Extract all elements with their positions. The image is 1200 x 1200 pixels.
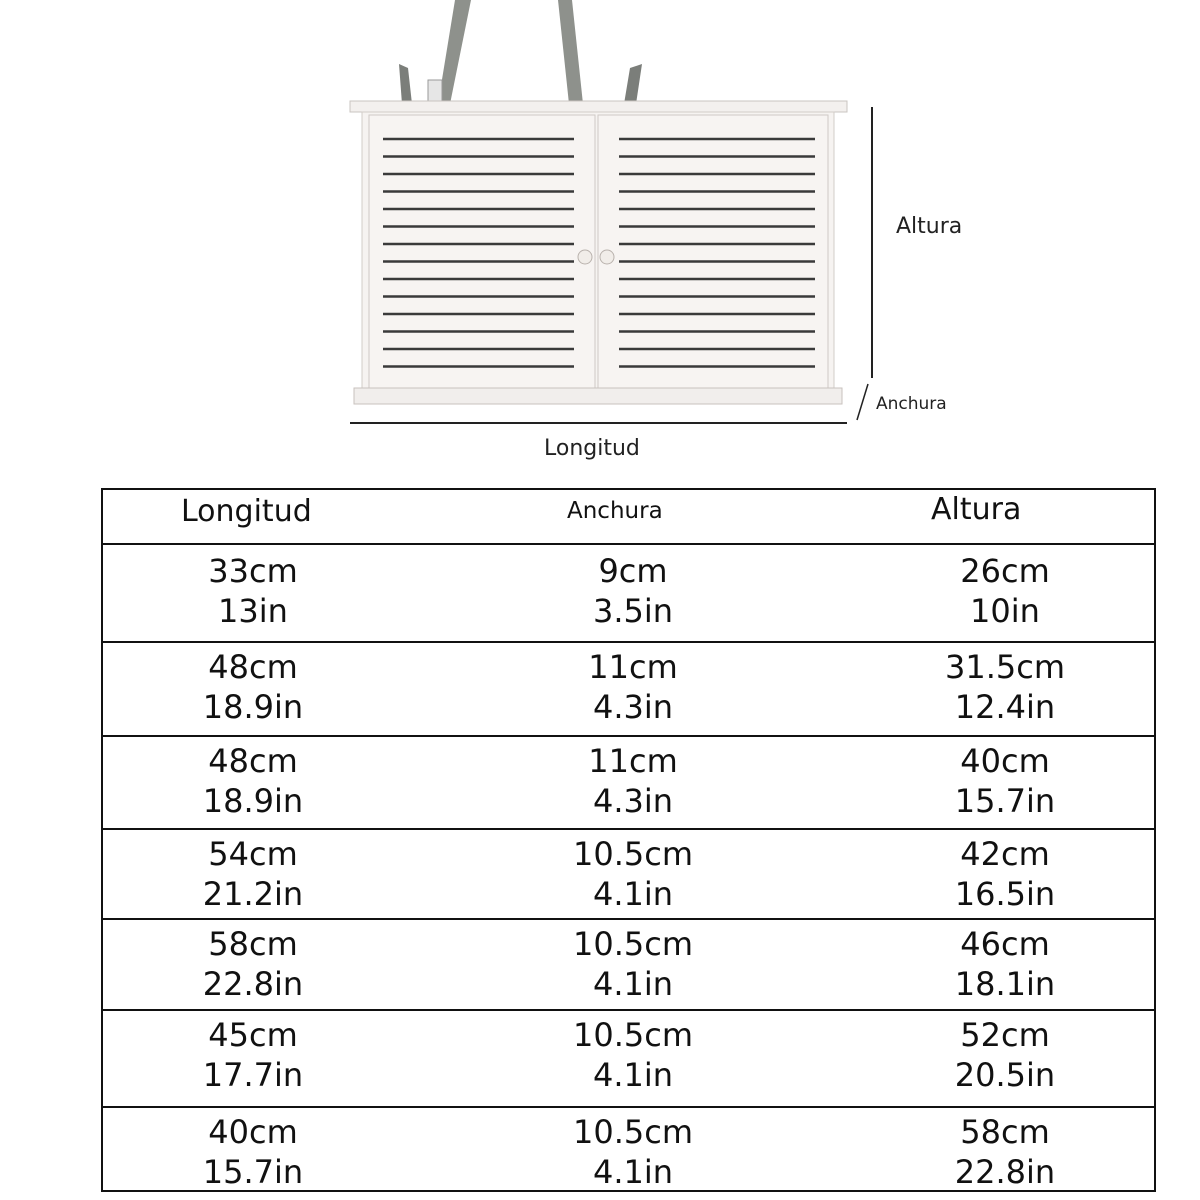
table-cell-longitud [163, 551, 343, 631]
value-in: 20.5in [954, 1056, 1056, 1094]
antenna-small-left [399, 64, 412, 104]
table-row [103, 545, 1154, 643]
table-cell-anchura [543, 1015, 723, 1095]
value-cm: 10.5cm [572, 835, 693, 873]
value-in: 13in [218, 592, 288, 630]
value-cm: 10.5cm [572, 1113, 693, 1151]
value-cm: 11cm [588, 742, 678, 780]
value-cm: 31.5cm [944, 648, 1065, 686]
value-in: 18.9in [202, 782, 304, 820]
table-row [103, 735, 1154, 830]
header-altura: Altura [931, 492, 1022, 527]
cabinet-illustration [0, 0, 1200, 480]
value-in: 17.7in [202, 1056, 304, 1094]
value-cm: 48cm [208, 742, 298, 780]
table-cell-anchura [543, 647, 723, 727]
value-cm: 33cm [208, 552, 298, 590]
value-in: 4.1in [592, 965, 674, 1003]
table-cell-altura [915, 1112, 1095, 1192]
size-table [101, 488, 1156, 1192]
table-cell-longitud [163, 1015, 343, 1095]
router-plug [428, 80, 442, 102]
antenna-right [558, 0, 583, 104]
table-header-row [103, 490, 1154, 545]
value-cm: 46cm [960, 925, 1050, 963]
table-row [103, 1009, 1154, 1108]
value-in: 22.8in [954, 1153, 1056, 1191]
value-in: 18.9in [202, 688, 304, 726]
value-in: 4.1in [592, 1153, 674, 1191]
value-cm: 42cm [960, 835, 1050, 873]
table-cell-longitud [163, 741, 343, 821]
value-in: 4.3in [592, 688, 674, 726]
table-cell-longitud [163, 834, 343, 914]
table-cell-anchura [543, 1112, 723, 1192]
height-label: Altura [896, 214, 963, 239]
table-cell-altura [915, 1015, 1095, 1095]
value-in: 18.1in [954, 965, 1056, 1003]
antenna-left [438, 0, 471, 104]
antenna-small-right [624, 64, 642, 104]
table-cell-altura [915, 741, 1095, 821]
depth-dimension-line [857, 384, 868, 420]
value-cm: 58cm [960, 1113, 1050, 1151]
table-cell-anchura [543, 741, 723, 821]
value-cm: 48cm [208, 648, 298, 686]
table-cell-anchura [543, 924, 723, 1004]
value-in: 16.5in [954, 875, 1056, 913]
table-row [103, 1106, 1154, 1192]
right-knob [600, 250, 614, 264]
left-knob [578, 250, 592, 264]
table-cell-altura [915, 647, 1095, 727]
value-cm: 52cm [960, 1016, 1050, 1054]
table-cell-altura [915, 551, 1095, 631]
value-in: 4.1in [592, 875, 674, 913]
value-cm: 54cm [208, 835, 298, 873]
table-cell-anchura [543, 551, 723, 631]
table-cell-longitud [163, 647, 343, 727]
value-cm: 40cm [960, 742, 1050, 780]
table-row [103, 828, 1154, 920]
header-longitud: Longitud [181, 494, 312, 529]
cabinet-top [350, 101, 847, 112]
depth-label: Anchura [876, 394, 947, 414]
table-cell-longitud [163, 1112, 343, 1192]
value-cm: 26cm [960, 552, 1050, 590]
value-in: 4.3in [592, 782, 674, 820]
value-in: 21.2in [202, 875, 304, 913]
value-cm: 10.5cm [572, 925, 693, 963]
cabinet-base [354, 388, 842, 404]
value-in: 12.4in [954, 688, 1056, 726]
value-in: 22.8in [202, 965, 304, 1003]
table-cell-altura [915, 924, 1095, 1004]
table-cell-anchura [543, 834, 723, 914]
value-cm: 45cm [208, 1016, 298, 1054]
value-in: 15.7in [954, 782, 1056, 820]
table-cell-longitud [163, 924, 343, 1004]
value-cm: 40cm [208, 1113, 298, 1151]
value-cm: 9cm [598, 552, 668, 590]
value-in: 15.7in [202, 1153, 304, 1191]
table-row [103, 918, 1154, 1011]
header-anchura: Anchura [567, 498, 663, 524]
value-in: 4.1in [592, 1056, 674, 1094]
product-figure [0, 0, 1200, 480]
value-cm: 11cm [588, 648, 678, 686]
value-cm: 58cm [208, 925, 298, 963]
value-in: 10in [970, 592, 1040, 630]
length-label: Longitud [544, 436, 640, 461]
value-cm: 10.5cm [572, 1016, 693, 1054]
value-in: 3.5in [592, 592, 674, 630]
table-cell-altura [915, 834, 1095, 914]
table-row [103, 641, 1154, 737]
